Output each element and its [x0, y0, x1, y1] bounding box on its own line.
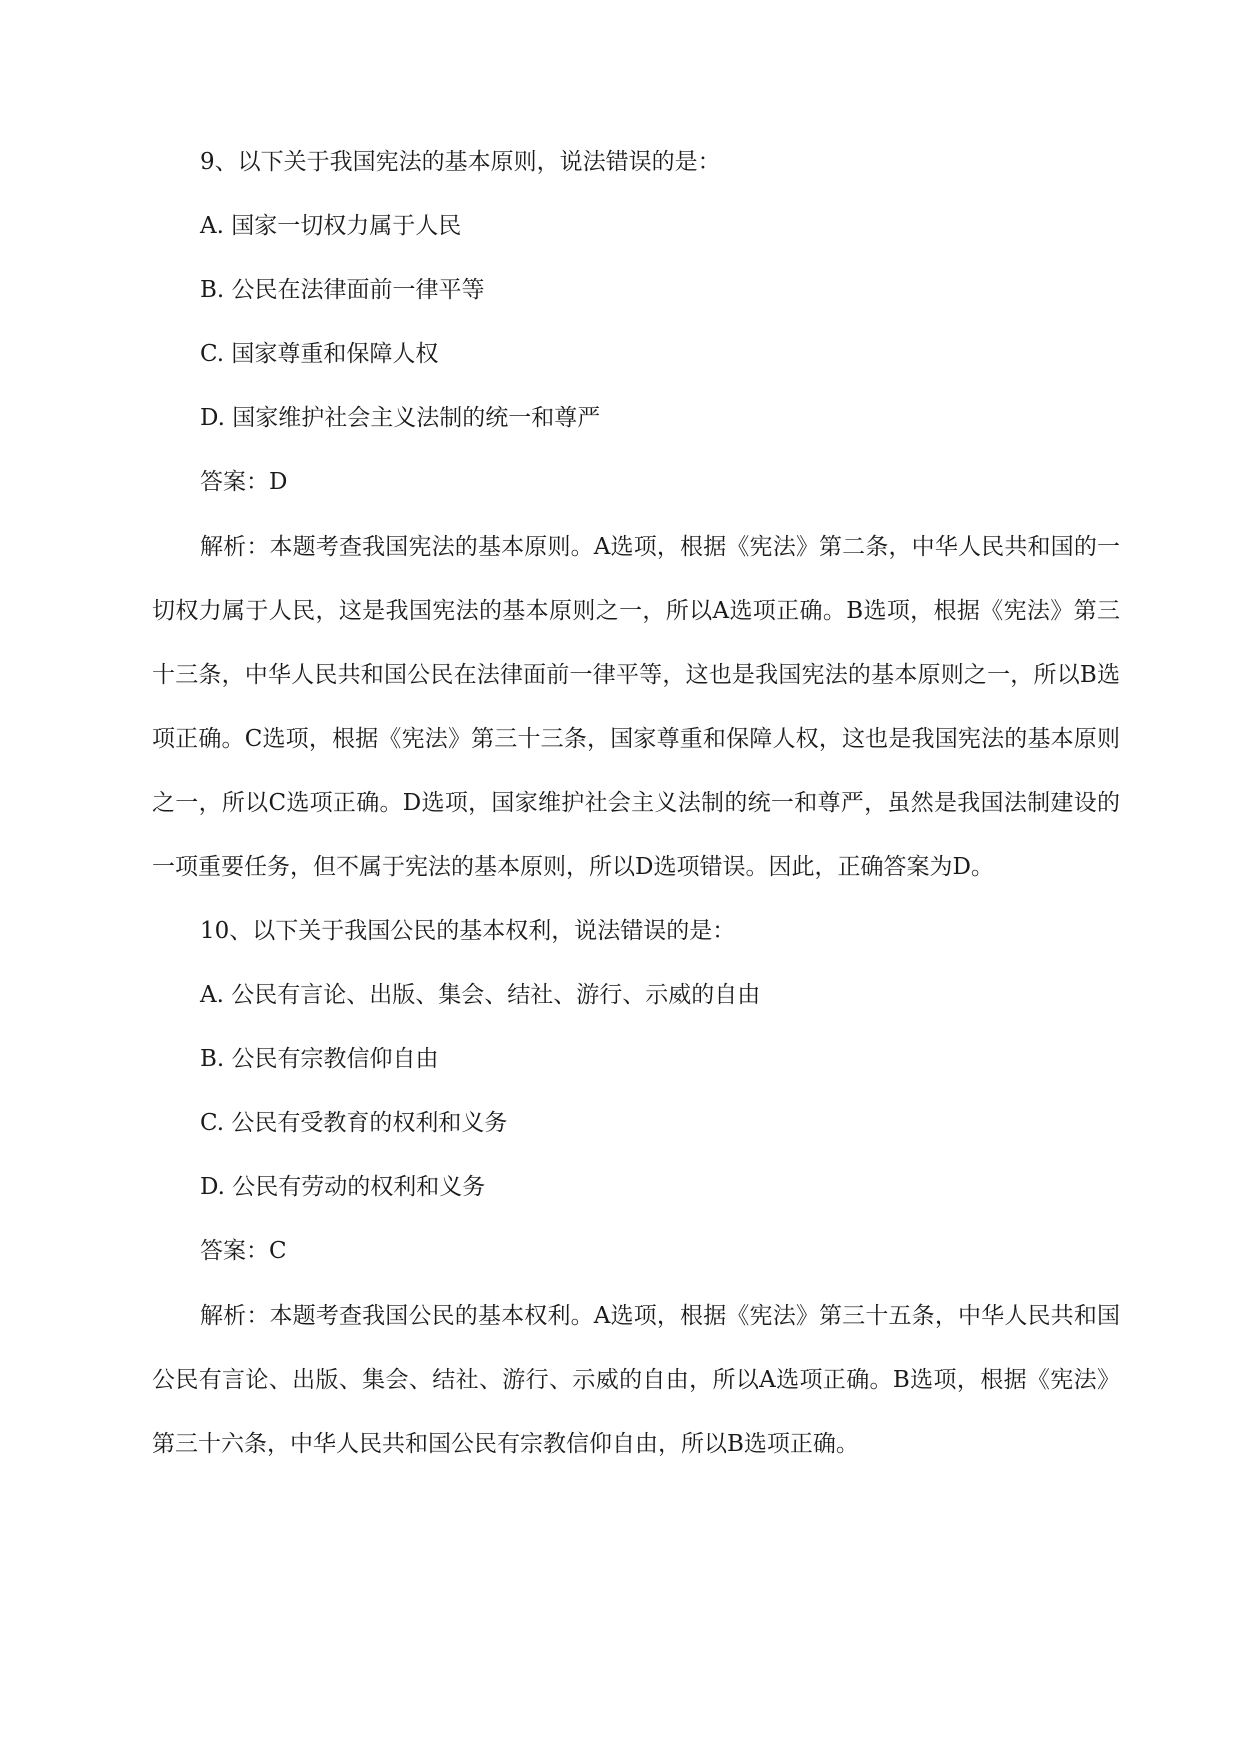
- option-a: A. 国家一切权力属于人民: [200, 213, 462, 239]
- option-c: C. 国家尊重和保障人权: [200, 341, 439, 367]
- option-b: B. 公民有宗教信仰自由: [200, 1046, 439, 1072]
- analysis-paragraph: 解析：本题考查我国公民的基本权利。A选项，根据《宪法》第三十五条，中华人民共和国公民有言论、出版、集会、结社、游行、示威的自由，所以A选项正确。B选项，根据《宪法》第三十六条，中华人民共和国公民有宗教信仰自由，所以B选项正确。: [152, 1303, 1120, 1457]
- option-d: D. 公民有劳动的权利和义务: [200, 1174, 486, 1200]
- document-content: [152, 148, 1120, 1494]
- option-d: D. 国家维护社会主义法制的统一和尊严: [200, 405, 601, 431]
- question-stem: 10、以下关于我国公民的基本权利，说法错误的是：: [200, 918, 736, 944]
- option-a: A. 公民有言论、出版、集会、结社、游行、示威的自由: [200, 982, 761, 1008]
- answer-line: 答案：C: [200, 1238, 287, 1264]
- question-stem: 9、以下关于我国宪法的基本原则，说法错误的是：: [200, 149, 721, 175]
- option-c: C. 公民有受教育的权利和义务: [200, 1110, 508, 1136]
- option-b: B. 公民在法律面前一律平等: [200, 277, 485, 303]
- analysis-paragraph: 解析：本题考查我国宪法的基本原则。A选项，根据《宪法》第二条，中华人民共和国的一切权力属于人民，这是我国宪法的基本原则之一，所以A选项正确。B选项，根据《宪法》第三十三条，中华人民共和国公民在法律面前一律平等，这也是我国宪法的基本原则之一，所以B选项正确。C选项，根据《宪法》第三十三条，国家尊重和保障人权，这也是我国宪法的基本原则之一，所以C选项正确。D选项，国家维护社会主义法制的统一和尊严，虽然是我国法制建设的一项重要任务，但不属于宪法的基本原则，所以D选项错误。因此，正确答案为D。: [152, 534, 1120, 880]
- answer-line: 答案：D: [200, 469, 288, 495]
